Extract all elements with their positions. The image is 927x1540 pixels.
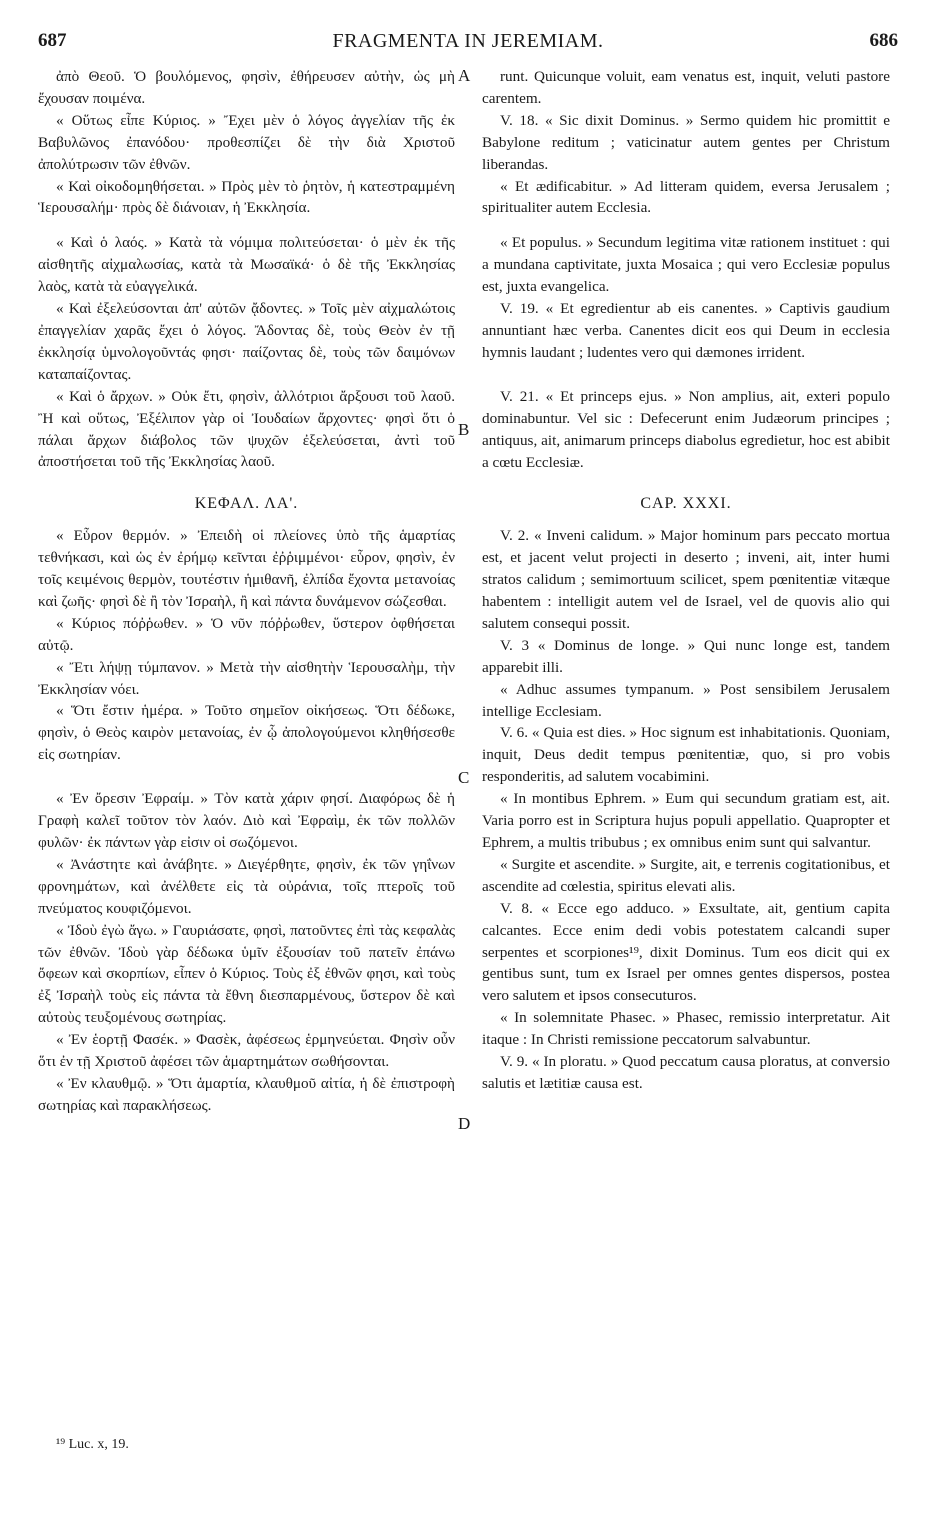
margin-letter-a: A [458,66,471,85]
page-number-right: 686 [869,30,898,51]
latin-paragraph: V. 2. « Inveni calidum. » Major hominum pars peccato mortua est, et jacent velut projecti in deserto ; inveni, ait, inter humi stratos calidum ; semimortuum scilicet, spem pœnitentiæ vitæque habentem : intelligit autem vel de Israel, vel de quovis alio qui salutem consequi possit. [482,527,890,632]
latin-paragraph: « Adhuc assumes tympanum. » Post sensibilem Jerusalem intellige Ecclesiam. [482,680,890,720]
greek-paragraph: « Ἀνάστητε καὶ ἀνάβητε. » Διεγέρθητε, φησὶν, ἐκ τῶν γηΐνων φρονημάτων, καὶ ἀνέλθετε εἰς τὰ οὐράνια, τοῖς πτεροῖς τοῦ πνεύματος κουφιζόμενοι. [38,855,455,917]
running-title: FRAGMENTA IN JEREMIAM. [332,30,604,52]
greek-paragraph: « Καὶ ὁ ἄρχων. » Οὐκ ἔτι, φησὶν, ἀλλότριοι ἄρξουσι τοῦ λαοῦ. Ἢ καὶ οὕτως, Ἐξέλιπον γὰρ οἱ Ἰουδαίων ἄρχοντες· φησὶ ὅτι ὁ πάλαι ἄρχων διάβολος τῶν ψυχῶν ἐξελεύσεται, ἀντὶ τοῦ ἀποστήσεται τοῦ τῆς Ἐκκλησίας λαοῦ. [38,387,455,471]
margin-letter-c: C [458,768,470,787]
greek-paragraph: « Κύριος πόῤῥωθεν. » Ὁ νῦν πόῤῥωθεν, ὕστερον ὀφθήσεται αὐτῷ. [38,614,455,654]
greek-paragraph: « Οὕτως εἶπε Κύριος. » Ἔχει μὲν ὁ λόγος ἀγγελίαν τῆς ἐκ Βαβυλῶνος ἐπανόδου· προθεσπίζει δὲ τὴν διὰ Χριστοῦ ἀπολύτρωσιν τῶν ἐθνῶν. [38,111,455,173]
page-number-left: 687 [38,30,67,51]
greek-paragraph: « Εὗρον θερμόν. » Ἐπειδὴ οἱ πλείονες ὑπὸ τῆς ἁμαρτίας τεθνήκασι, καὶ ὡς ἐν ἐρήμῳ κεῖνται ἐῤῥιμμένοι· εὗρον, φησὶν, ἐν τοῖς κειμένοις θερμὸν, τουτέστιν ἡμιθανῆ, ἐλπίδα ἔχοντα μετανοίας καὶ ζωῆς· φησὶ δὲ ἢ τὸν Ἰσραὴλ, ἢ καὶ πάντα δυνάμενον σώζεσθαι. [38,527,455,610]
greek-paragraph: « Ἔτι λήψῃ τύμπανον. » Μετὰ τὴν αἰσθητὴν Ἱερουσαλὴμ, τὴν Ἐκκλησίαν νόει. [38,658,455,698]
latin-chapter-heading: CAP. XXXI. [640,495,732,513]
greek-paragraph: « Ἰδοὺ ἐγὼ ἄγω. » Γαυριάσατε, φησὶ, πατοῦντες ἐπὶ τὰς κεφαλὰς τῶν ἐθνῶν. Ἰδοὺ γὰρ δέδωκα ὑμῖν ἐξουσίαν τοῦ πατεῖν ἐπάνω ὄφεων καὶ σκορπίων, εἶπεν ὁ Κύριος. Τοὺς ἐξ ἐθνῶν φησι, καὶ τοὺς ἐξ Ἰσραὴλ τοὺς εἰς πάντα τὰ ἔθνη διεσπαρμένους, ὕστερον δὲ καὶ αὐτοὺς τευξομένους σωτηρίας. [38,921,455,1027]
margin-letter-d: D [458,1114,471,1133]
greek-paragraph: « Ὅτι ἔστιν ἡμέρα. » Τοῦτο σημεῖον οἰκήσεως. Ὅτι δέδωκε, φησὶν, ὁ Θεὸς καιρὸν μετανοίας, ἐν ᾧ ἀπολογούμενοι κληθήσεσθε εἰς σωτηρίαν. [38,702,455,764]
latin-paragraph: « Surgite et ascendite. » Surgite, ait, e terrenis cogitationibus, et ascendite ad cœlestia, spiritus elevati alis. [482,855,890,895]
greek-paragraph: « Καὶ ἐξελεύσονται ἀπ' αὐτῶν ᾄδοντες. » Τοῖς μὲν αἰχμαλώτοις ἐπαγγελίαν χαρᾶς ἔχει ὁ λόγος. Ἄδοντας δὲ, τοὺς Θεὸν ἐν τῇ ἐκκλησίᾳ ὑμνολογοῦντάς φησι· παίζοντας δὲ, τοὺς τῶν δαιμόνων καταπαίζοντας. [38,300,455,383]
latin-paragraph: V. 18. « Sic dixit Dominus. » Sermo quidem hic promittit e Babylone reditum ; vaticinatur autem gentes per Christum liberandas. [482,111,890,173]
page-header [38,30,898,60]
latin-paragraph: V. 6. « Quia est dies. » Hoc signum est inhabitationis. Quoniam, inquit, Deus dedit tempus pœnitentiæ, quo, si pro vobis responderitis, ad salutem vocabimini. [482,724,890,786]
greek-paragraph: « Καὶ ὁ λαός. » Κατὰ τὰ νόμιμα πολιτεύσεται· ὁ μὲν ἐκ τῆς αἰσθητῆς αἰχμαλωσίας, κατὰ τὰ Μωσαϊκά· ὁ δὲ τῆς Ἐκκλησίας λαὸς, κατὰ τὰ εὐαγγελικά. [38,234,455,296]
greek-paragraph: « Ἐν κλαυθμῷ. » Ὅτι ἁμαρτία, κλαυθμοῦ αἰτία, ἡ δὲ ἐπιστροφὴ σωτηρίας καὶ παρακλήσεως. [38,1074,455,1114]
greek-column [38,66,455,1117]
footnote: ¹⁹ Luc. x, 19. [56,1437,129,1452]
latin-paragraph: « In solemnitate Phasec. » Phasec, remissio interpretatur. Ait itaque : In Christi remissione peccatorum salvabuntur. [482,1009,890,1049]
latin-paragraph: V. 19. « Et egredientur ab eis canentes. » Captivis gaudium annuntiant hæc verba. Canentes dicit eos qui Deum in ecclesia hymnis laudant ; ludentes vero qui dæmones irrident. [482,300,890,361]
greek-paragraph: « Καὶ οἰκοδομηθήσεται. » Πρὸς μὲν τὸ ῥητὸν, ἡ κατεστραμμένη Ἱερουσαλήμ· πρὸς δὲ διάνοιαν, ἡ Ἐκκλησία. [38,177,455,217]
latin-paragraph: runt. Quicunque voluit, eam venatus est, inquit, veluti pastore carentem. [482,68,890,107]
margin-letter-b: B [458,420,470,439]
greek-paragraph: ἀπὸ Θεοῦ. Ὁ βουλόμενος, φησὶν, ἐθήρευσεν αὐτὴν, ὡς μὴ ἔχουσαν ποιμένα. [38,68,455,107]
latin-paragraph: V. 8. « Ecce ego adduco. » Exsultate, ait, gentium capita calcantes. Ecce enim dedi vobis potestatem calcandi super serpentes et scorpiones¹⁹, dixit Dominus. Tum eos dicit qui ex gentibus sunt, tum ex Israel per omnes gentes dispersos, postea vero salutem et ipsos consecuturos. [482,899,890,1005]
latin-paragraph: « Et populus. » Secundum legitima vitæ rationem instituet : qui a mundana captivitate, juxta Mosaica ; qui vero Ecclesiæ populus est, juxta evangelica. [482,234,890,296]
greek-chapter-heading: ΚΕΦΑΛ. ΛΑ'. [194,495,299,513]
latin-paragraph: V. 9. « In ploratu. » Quod peccatum causa ploratus, at conversio salutis et lætitiæ causa est. [482,1053,890,1092]
latin-column [482,66,890,1095]
latin-paragraph: V. 3 « Dominus de longe. » Qui nunc longe est, tandem apparebit illi. [482,636,890,676]
latin-paragraph: « In montibus Ephrem. » Eum qui secundum gratiam est, ait. Varia porro est in Scriptura hujus populi appellatio. Quapropter et Ephrem, a multis tribubus ; ex omnibus enim sunt qui salvantur. [482,790,890,851]
greek-paragraph: « Ἐν ἑορτῇ Φασέκ. » Φασὲκ, ἀφέσεως ἑρμηνεύεται. Φησὶν οὖν ὅτι ἐν τῇ Χριστοῦ ἀφέσει τῶν ἁμαρτημάτων σωθήσονται. [38,1031,455,1071]
latin-paragraph: « Et ædificabitur. » Ad litteram quidem, eversa Jerusalem ; spiritualiter autem Ecclesia. [482,177,890,217]
greek-paragraph: « Ἐν ὄρεσιν Ἐφραίμ. » Τὸν κατὰ χάριν φησί. Διαφόρως δὲ ἡ Γραφὴ καλεῖ τοῦτον τὸν λαόν. Διὸ καὶ Ἐφραὶμ, ἐκ τῶν πολλῶν φυλῶν· ἐκ πάντων γὰρ εἰσιν οἱ σωζόμενοι. [38,790,455,851]
latin-paragraph: V. 21. « Et princeps ejus. » Non amplius, ait, exteri populo dominabuntur. Vel sic : Defecerunt enim Judæorum principes ; antiquus, ait, animarum princeps diabolus egredietur, hoc est abibit a cœtu Ecclesiæ. [482,387,890,471]
